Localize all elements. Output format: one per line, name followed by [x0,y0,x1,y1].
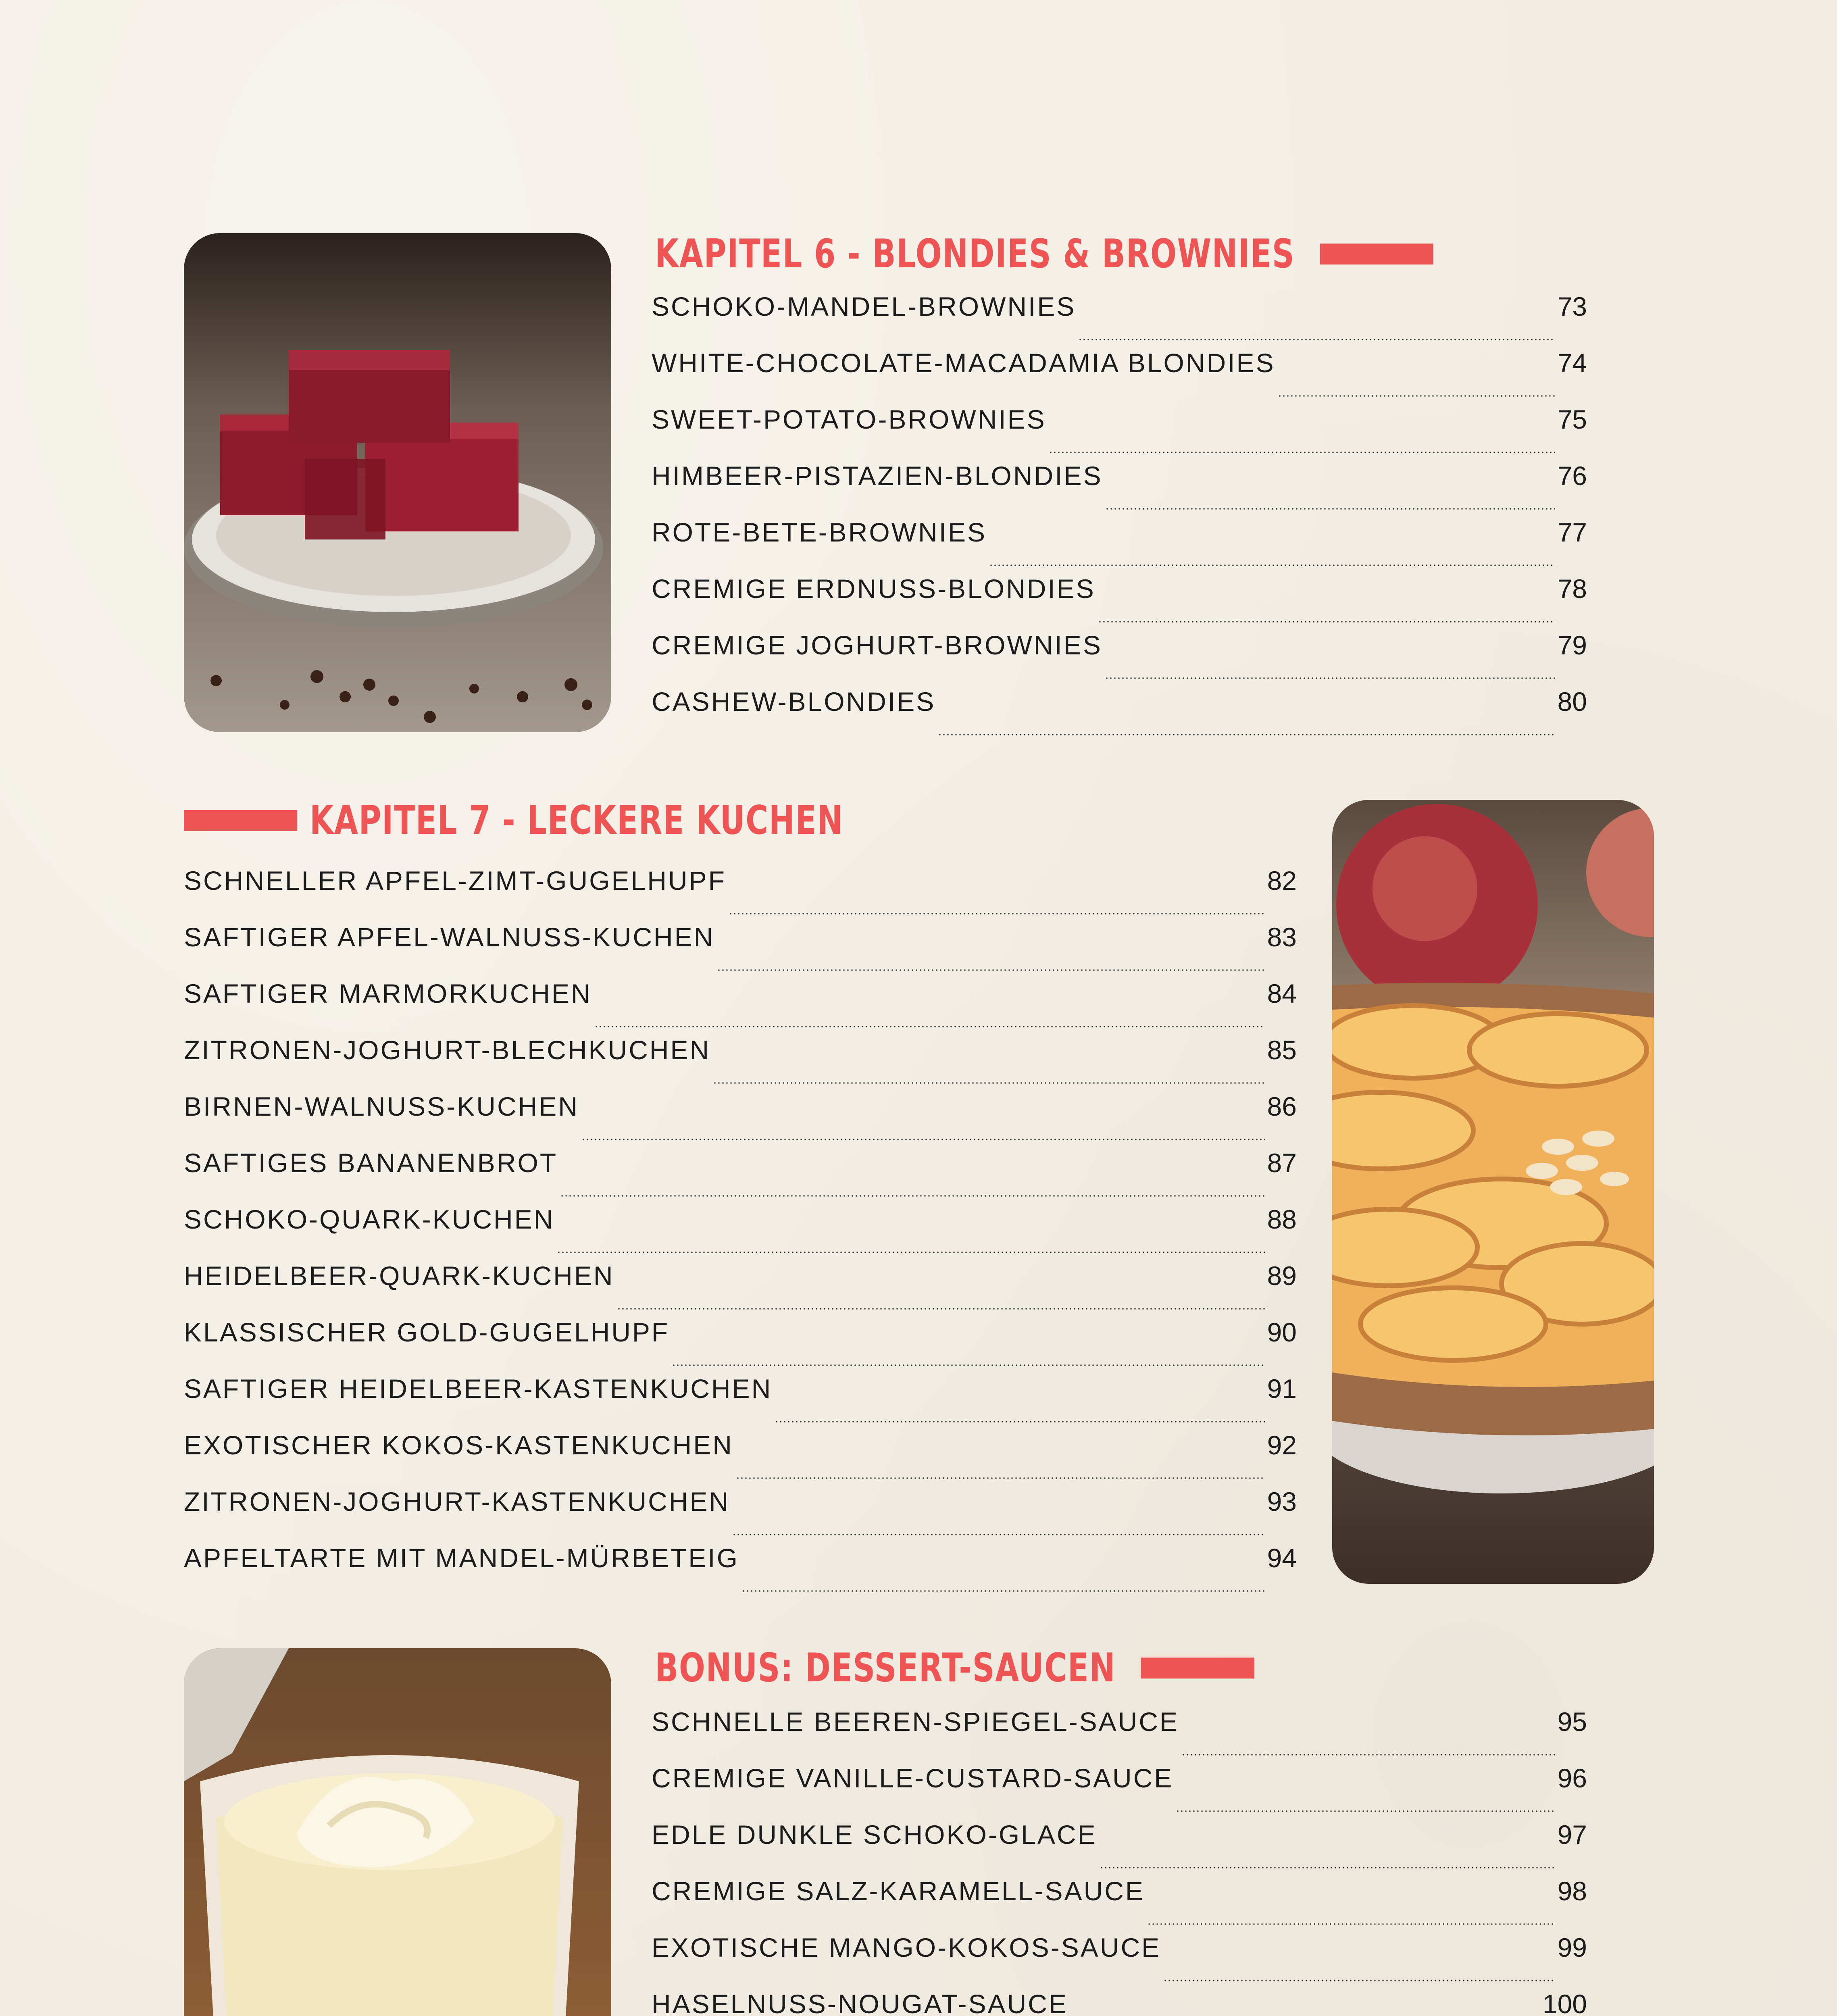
toc-entry-title: ROTE-BETE-BROWNIES [652,517,987,547]
toc-entry-page: 99 [1557,1933,1587,1962]
bonus-heading [655,1642,1254,1694]
toc-entry[interactable] [184,1035,1297,1091]
dot-leader [717,969,1264,971]
toc-entry-page: 75 [1557,404,1587,434]
toc-entry[interactable] [184,1148,1297,1204]
dot-leader [617,1308,1265,1310]
toc-entry-page: 73 [1557,292,1587,321]
dot-leader [1163,1980,1555,1981]
toc-entry-title: CASHEW-BLONDIES [652,687,936,716]
toc-entry-title: CREMIGE VANILLE-CUSTARD-SAUCE [652,1763,1174,1793]
chapter6-accent-bar [1320,244,1433,264]
chapter7-accent-bar [184,810,297,831]
toc-entry-page: 90 [1267,1317,1297,1347]
toc-entry[interactable] [652,517,1587,573]
toc-entry-page: 100 [1542,1989,1587,2016]
dot-leader [1105,677,1555,679]
toc-entry[interactable] [652,348,1587,404]
toc-entry-title: SAFTIGER APFEL-WALNUSS-KUCHEN [184,922,715,952]
dot-leader [1100,1867,1555,1868]
toc-entry[interactable] [184,1317,1297,1373]
toc-entry[interactable] [184,978,1297,1035]
toc-entry[interactable] [184,865,1297,922]
toc-entry[interactable] [652,1706,1587,1763]
chapter6-toc [652,291,1587,743]
toc-entry[interactable] [184,1430,1297,1486]
toc-entry-title: HIMBEER-PISTAZIEN-BLONDIES [652,461,1103,491]
toc-entry[interactable] [652,460,1587,517]
dot-leader [732,1534,1264,1535]
toc-entry-title: EXOTISCHE MANGO-KOKOS-SAUCE [652,1933,1161,1962]
toc-entry-title: CREMIGE JOGHURT-BROWNIES [652,630,1102,660]
toc-entry-title: SCHOKO-MANDEL-BROWNIES [652,292,1076,321]
toc-entry-page: 97 [1557,1820,1587,1849]
toc-entry[interactable] [652,573,1587,630]
dot-leader [1176,1810,1555,1812]
dot-leader [1278,395,1555,397]
toc-entry-page: 79 [1557,630,1587,660]
dot-leader [736,1477,1265,1479]
chapter7-heading [184,794,844,847]
toc-entry-page: 92 [1267,1430,1297,1460]
apple-tart-image [1332,800,1654,1584]
dot-leader [713,1082,1264,1084]
toc-entry-page: 96 [1557,1763,1587,1793]
toc-entry[interactable] [184,1486,1297,1543]
toc-entry-page: 95 [1557,1707,1587,1737]
toc-entry-page: 84 [1267,979,1297,1008]
dot-leader [729,913,1265,914]
toc-entry[interactable] [652,291,1587,348]
toc-entry-title: HEIDELBEER-QUARK-KUCHEN [184,1261,614,1291]
dot-leader [672,1364,1264,1366]
toc-entry-title: CREMIGE SALZ-KARAMELL-SAUCE [652,1876,1145,1906]
toc-entry-title: SWEET-POTATO-BROWNIES [652,404,1046,434]
dot-leader [989,564,1555,566]
toc-entry-title: CREMIGE ERDNUSS-BLONDIES [652,574,1096,604]
chapter7-title: KAPITEL 7 - LECKERE KUCHEN [310,798,844,843]
toc-entry-title: ZITRONEN-JOGHURT-KASTENKUCHEN [184,1487,730,1516]
dot-leader [594,1026,1265,1027]
dot-leader [560,1195,1264,1197]
dot-leader [1105,508,1555,510]
toc-entry[interactable] [652,404,1587,460]
toc-entry-title: SAFTIGER MARMORKUCHEN [184,979,592,1008]
dot-leader [1098,621,1555,623]
toc-entry-title: SCHNELLER APFEL-ZIMT-GUGELHUPF [184,866,726,896]
toc-entry-page: 89 [1267,1261,1297,1291]
toc-entry-page: 76 [1557,461,1587,491]
dot-leader [1181,1754,1555,1756]
dot-leader [775,1421,1264,1422]
toc-entry-page: 74 [1557,348,1587,378]
toc-entry[interactable] [652,1989,1587,2016]
toc-entry[interactable] [652,686,1587,743]
toc-entry-title: WHITE-CHOCOLATE-MACADAMIA BLONDIES [652,348,1275,378]
chapter7-toc [184,865,1297,1599]
toc-entry[interactable] [184,922,1297,978]
toc-entry-page: 86 [1267,1091,1297,1121]
dot-leader [741,1590,1265,1592]
dot-leader [581,1139,1265,1140]
toc-entry-page: 88 [1267,1204,1297,1234]
toc-entry-page: 77 [1557,517,1587,547]
toc-entry-title: ZITRONEN-JOGHURT-BLECHKUCHEN [184,1035,711,1065]
toc-entry-page: 78 [1557,574,1587,604]
toc-entry-title: EDLE DUNKLE SCHOKO-GLACE [652,1820,1097,1849]
chapter6-title: KAPITEL 6 - BLONDIES & BROWNIES [655,231,1295,277]
toc-entry-page: 87 [1267,1148,1297,1178]
toc-entry[interactable] [652,630,1587,686]
bonus-title: BONUS: DESSERT-SAUCEN [655,1645,1116,1691]
bonus-accent-bar [1141,1658,1254,1679]
toc-entry-title: SCHOKO-QUARK-KUCHEN [184,1204,555,1234]
toc-entry-title: HASELNUSS-NOUGAT-SAUCE [652,1989,1068,2016]
toc-entry-page: 82 [1267,866,1297,896]
toc-entry-title: APFELTARTE MIT MANDEL-MÜRBETEIG [184,1543,739,1573]
toc-entry[interactable] [652,1876,1587,1932]
toc-entry[interactable] [184,1204,1297,1260]
toc-entry-page: 85 [1267,1035,1297,1065]
toc-entry-page: 94 [1267,1543,1297,1573]
dot-leader [1078,339,1555,340]
dot-leader [1147,1923,1555,1925]
toc-entry[interactable] [184,1543,1297,1599]
toc-entry-page: 98 [1557,1876,1587,1906]
dot-leader [938,734,1555,735]
toc-entry[interactable] [652,1763,1587,1819]
toc-entry-title: KLASSISCHER GOLD-GUGELHUPF [184,1317,670,1347]
dot-leader [1049,452,1555,453]
toc-entry-title: SAFTIGER HEIDELBEER-KASTENKUCHEN [184,1374,773,1404]
toc-entry-page: 93 [1267,1487,1297,1516]
toc-entry-page: 83 [1267,922,1297,952]
toc-entry-title: SAFTIGES BANANENBROT [184,1148,558,1178]
toc-entry-title: SCHNELLE BEEREN-SPIEGEL-SAUCE [652,1707,1179,1737]
bonus-toc [652,1706,1587,2016]
red-velvet-brownies-image [184,233,611,732]
toc-entry[interactable] [652,1819,1587,1876]
toc-entry-page: 80 [1557,687,1587,716]
toc-entry-page: 91 [1267,1374,1297,1404]
vanilla-sauce-glass-image [184,1648,611,2016]
toc-entry[interactable] [184,1260,1297,1317]
chapter6-heading [655,228,1433,280]
toc-entry[interactable] [184,1373,1297,1430]
toc-entry-title: EXOTISCHER KOKOS-KASTENKUCHEN [184,1430,733,1460]
toc-entry[interactable] [652,1932,1587,1989]
dot-leader [557,1252,1264,1253]
toc-entry[interactable] [184,1091,1297,1148]
toc-entry-title: BIRNEN-WALNUSS-KUCHEN [184,1091,579,1121]
